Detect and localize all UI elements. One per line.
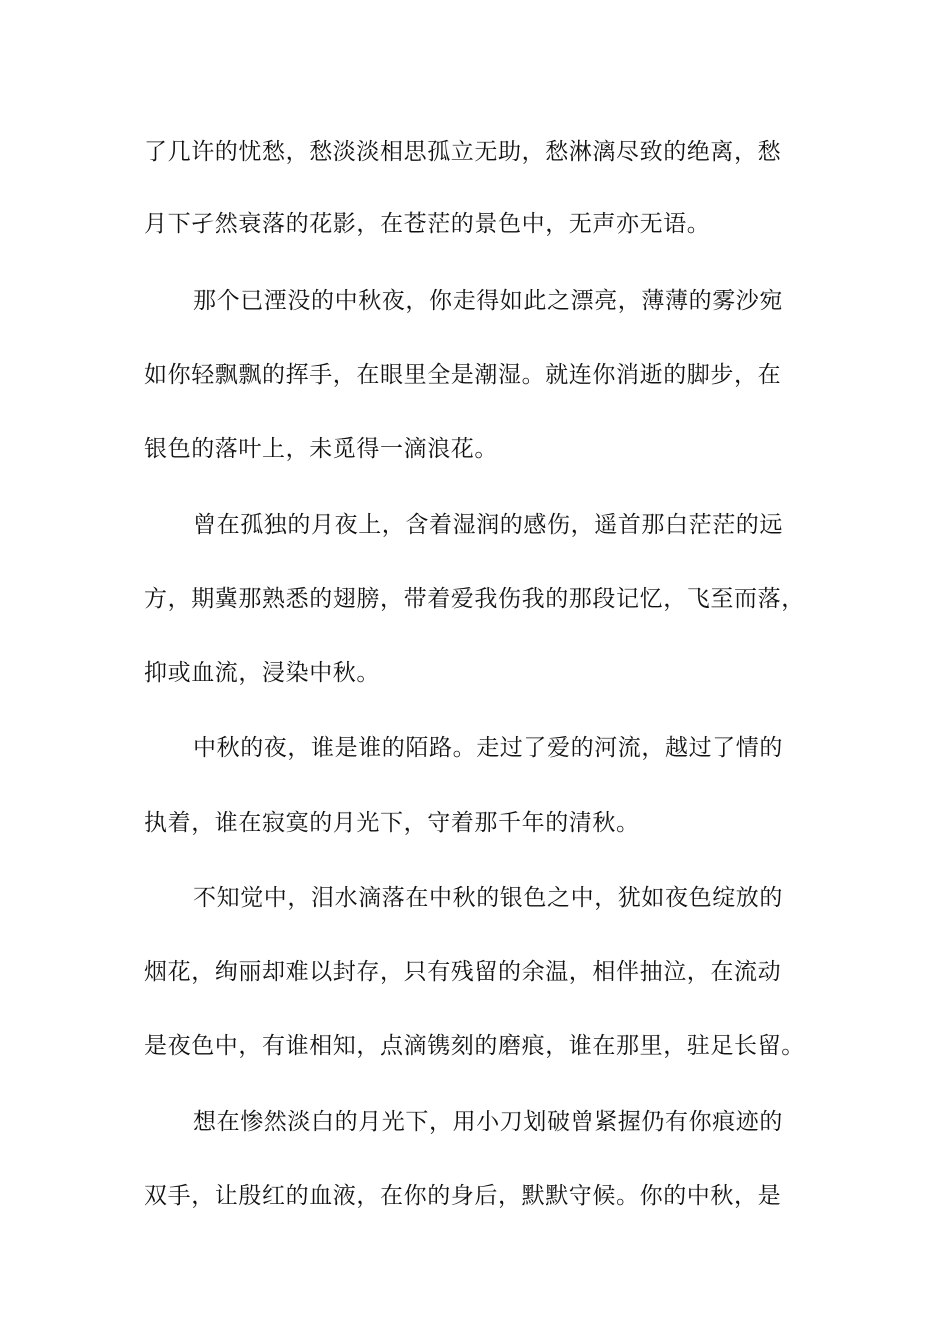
paragraph-first-line: 那个已湮没的中秋夜，你走得如此之漂亮，薄薄的雾沙宛 (193, 288, 783, 314)
paragraph-first-line: 中秋的夜，谁是谁的陌路。走过了爱的河流，越过了情的 (193, 735, 783, 761)
paragraph-first-line: 不知觉中，泪水滴落在中秋的银色之中，犹如夜色绽放的 (193, 885, 783, 911)
text-line: 月下孑然衰落的花影，在苍茫的景色中，无声亦无语。 (144, 211, 711, 237)
paragraph-first-line: 曾在孤独的月夜上，含着湿润的感伤，遥首那白茫茫的远 (193, 512, 783, 538)
text-line: 如你轻飘飘的挥手，在眼里全是潮湿。就连你消逝的脚步，在 (144, 362, 782, 388)
text-line: 双手，让殷红的血液，在你的身后，默默守候。你的中秋，是 (144, 1183, 782, 1209)
text-line: 烟花，绚丽却难以封存，只有残留的余温，相伴抽泣，在流动 (144, 959, 782, 985)
text-line: 执着，谁在寂寞的月光下，守着那千年的清秋。 (144, 810, 640, 836)
text-line: 银色的落叶上，未觅得一滴浪花。 (144, 436, 498, 462)
text-line: 了几许的忧愁，愁淡淡相思孤立无助，愁淋漓尽致的绝离，愁 (144, 139, 782, 165)
paragraph-first-line: 想在惨然淡白的月光下，用小刀划破曾紧握仍有你痕迹的 (193, 1109, 783, 1135)
text-line: 抑或血流，浸染中秋。 (144, 660, 380, 686)
text-line: 方，期冀那熟悉的翅膀，带着爱我伤我的那段记忆，飞至而落， (144, 586, 805, 612)
text-line: 是夜色中，有谁相知，点滴镌刻的磨痕，谁在那里，驻足长留。 (144, 1033, 805, 1059)
